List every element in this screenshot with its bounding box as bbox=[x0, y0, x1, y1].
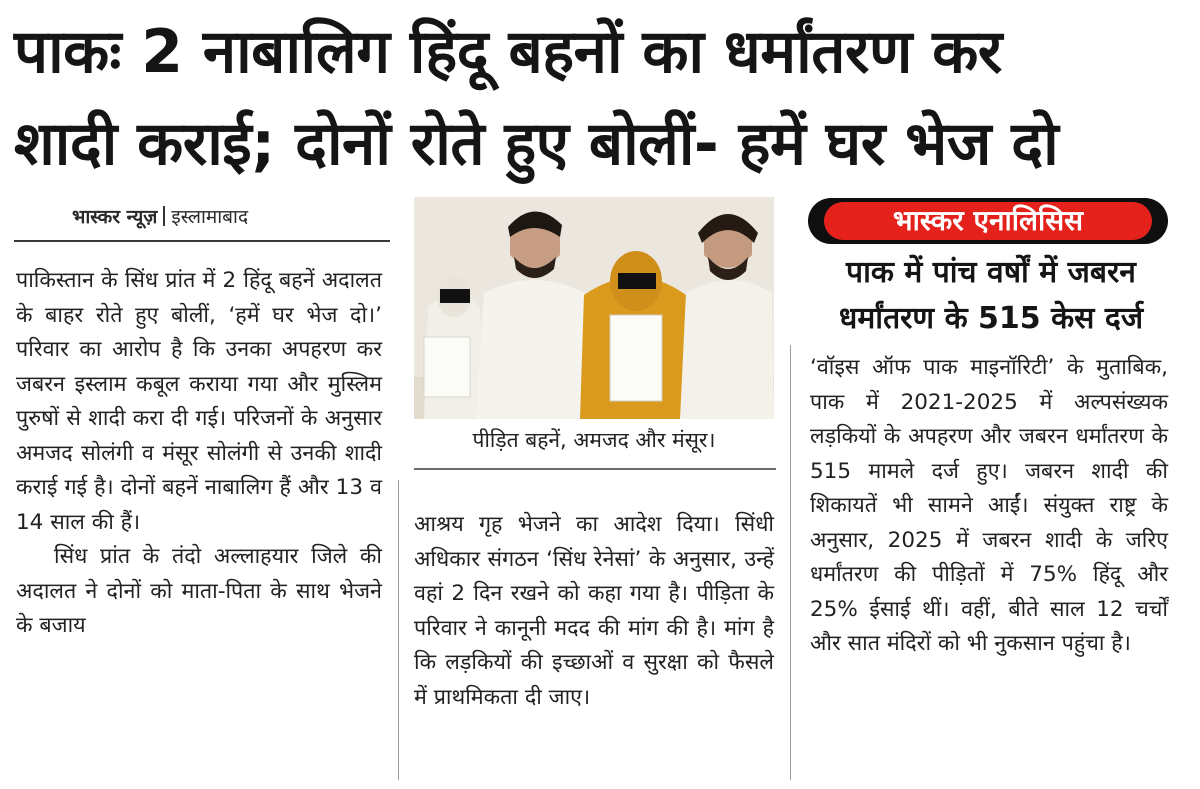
analysis-subhead-line-2: धर्मांतरण के 515 केस दर्ज bbox=[838, 301, 1144, 336]
headline bbox=[14, 6, 1186, 190]
byline-separator bbox=[163, 206, 165, 226]
article-column-1 bbox=[16, 264, 382, 644]
photo-caption: पीड़ित बहनें, अमजद और मंसूर। bbox=[472, 428, 716, 452]
article-paragraph-1: पाकिस्तान के सिंध प्रांत में 2 हिंदू बहनें अदालत के बाहर रोते हुए बोलीं, ‘हमें घर भेज दो।’ परिवार का आरोप है कि उनका अपहरण कर जबरन इस्लाम कबूल कराया गया और मुस्लिम पुरुषों से शादी करा दी गई। परिजनों के अनुसार अमजद सोलंगी व मंसूर सोलंगी से उनकी शादी कराई गई है। दोनों बहनें नाबालिग हैं और 13 व 14 साल की हैं। bbox=[16, 268, 382, 535]
analysis-badge-label: भास्कर एनालिसिस bbox=[824, 202, 1152, 240]
byline-rule bbox=[14, 240, 390, 242]
byline bbox=[72, 203, 248, 229]
column-divider-1 bbox=[398, 480, 399, 780]
news-photo bbox=[414, 197, 774, 419]
analysis-body bbox=[810, 351, 1168, 662]
article-paragraph-2: सिंध प्रांत के तंदो अल्लाहयार जिले की अदालत ने दोनों को माता-पिता के साथ भेजने के बजाय bbox=[16, 544, 382, 638]
byline-city: इस्लामाबाद bbox=[171, 206, 249, 228]
headline-line-1: पाकः 2 नाबालिग हिंदू बहनों का धर्मांतरण कर bbox=[14, 17, 1002, 87]
analysis-paragraph: ‘वॉइस ऑफ पाक माइनॉरिटी’ के मुताबिक, पाक में 2021-2025 में अल्पसंख्यक लड़कियों के अपहरण और जबरन धर्मांतरण के 515 मामले दर्ज हुए। जबरन शादी की शिकायतें भी सामने आईं। संयुक्त राष्ट्र के अनुसार, 2025 में जबरन शादी के जरिए धर्मांतरण की पीड़ितों में 75% हिंदू और 25% ईसाई थीं। वहीं, बीते साल 12 चर्चों और सात मंदिरों को भी नुकसान पहुंचा है। bbox=[810, 355, 1168, 656]
news-photo-illustration bbox=[414, 197, 774, 419]
analysis-subhead-line-1: पाक में पांच वर्षों में जबरन bbox=[846, 255, 1136, 290]
caption-rule bbox=[414, 468, 776, 470]
analysis-subhead bbox=[806, 250, 1176, 342]
byline-agency: भास्कर न्यूज़ bbox=[72, 206, 158, 228]
analysis-badge bbox=[808, 198, 1168, 244]
article-column-2 bbox=[414, 508, 774, 715]
headline-line-2: शादी कराई; दोनों रोते हुए बोलीं- हमें घर भेज दो bbox=[14, 109, 1059, 179]
article-paragraph-3: आश्रय गृह भेजने का आदेश दिया। सिंधी अधिकार संगठन ‘सिंध रेनेसां’ के अनुसार, उन्हें वहां 2 दिन रखने को कहा गया है। पीड़िता के परिवार ने कानूनी मदद की मांग की है। मांग है कि लड़कियों की इच्छाओं व सुरक्षा को फैसले में प्राथमिकता दी जाए। bbox=[414, 512, 774, 710]
column-divider-2 bbox=[790, 345, 791, 780]
